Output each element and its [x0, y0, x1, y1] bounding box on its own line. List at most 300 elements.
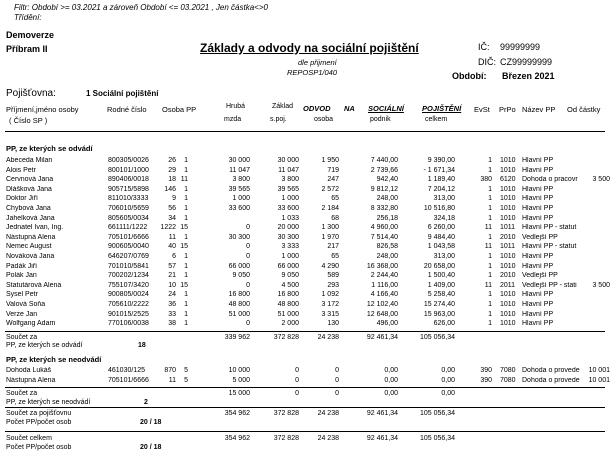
cell-odvod: 68	[331, 214, 339, 222]
cell-name: Doktor Jiří	[6, 195, 38, 203]
company-name: Demoverze	[6, 30, 55, 40]
cell-evst: 380	[480, 176, 492, 184]
sum-gross: 339 962	[224, 334, 250, 341]
cell-evst: 1	[488, 262, 492, 270]
cell-evst: 11	[484, 224, 492, 232]
cell-soc: 8 332,80	[370, 205, 398, 212]
cell-odvod: 65	[331, 195, 339, 203]
cell-rc: 700202/1234	[108, 272, 149, 280]
count-label: PP, ze kterých se odvádí	[6, 342, 83, 349]
period-value: Březen 2021	[502, 71, 555, 81]
cell-nazev: Dohoda o provede	[522, 367, 580, 374]
cell-name: Sysel Petr	[6, 291, 38, 299]
table-row	[0, 224, 610, 233]
sum-total: 0,00	[441, 390, 455, 397]
cell-base: 0	[295, 367, 299, 374]
cell-nazev: Hlavní PP	[522, 185, 554, 193]
cell-evst: 1	[488, 233, 492, 241]
cell-ospp-id: 40	[168, 243, 176, 251]
cell-ospp-type: 1	[184, 320, 188, 328]
cell-ospp-type: 1	[184, 214, 188, 222]
cell-evst: 1	[488, 320, 492, 328]
insurer-total-base: 372 828	[273, 410, 299, 417]
cell-prpo: 1010	[500, 291, 516, 299]
cell-prpo: 1011	[500, 243, 516, 251]
cell-ospp-id: 18	[168, 176, 176, 184]
cell-odvod: 65	[331, 253, 339, 260]
cell-prpo: 7080	[500, 367, 516, 374]
cell-base: 0	[295, 376, 299, 384]
table-row	[0, 205, 610, 214]
cell-nazev: Hlavní PP	[522, 262, 554, 270]
cell-soc: 496,00	[376, 320, 398, 328]
col-gross-2: mzda	[224, 116, 242, 123]
insurer-total-gross: 354 962	[224, 410, 250, 417]
table-row	[0, 367, 610, 376]
table-row	[0, 377, 610, 386]
col-rc: Rodné číslo	[107, 105, 147, 114]
cell-total: 15 963,00	[423, 310, 455, 318]
sum-label: Součet za	[6, 334, 38, 341]
cell-nazev: Hlavní PP	[522, 195, 554, 203]
cell-nazev: Hlavní PP	[522, 214, 554, 222]
cell-gross: 5 000	[232, 376, 250, 384]
cell-total: 9 390,00	[427, 157, 455, 164]
period-label: Období:	[452, 71, 487, 81]
cell-soc: 248,00	[376, 195, 398, 203]
cell-ospp-id: 56	[168, 205, 176, 212]
cell-ospp-id: 870	[164, 367, 176, 374]
col-evst: EvSt	[474, 105, 490, 114]
cell-base: 30 000	[277, 157, 299, 164]
cell-odvod: 130	[327, 320, 339, 328]
cell-odvod: 2 572	[321, 185, 339, 193]
col-na: NA	[344, 104, 355, 113]
cell-name: Nováková Jana	[6, 253, 55, 260]
table-row	[0, 311, 610, 320]
table-row	[0, 215, 610, 224]
cell-ospp-type: 5	[184, 367, 188, 374]
col-gross: Hrubá	[226, 103, 246, 110]
cell-ospp-id: 6	[172, 253, 176, 260]
cell-evst: 1	[488, 157, 492, 164]
cell-gross: 48 800	[228, 301, 250, 308]
cell-base: 2 000	[281, 320, 299, 328]
cell-evst: 1	[488, 205, 492, 212]
cell-rc: 805605/0034	[108, 214, 149, 222]
cell-evst: 1	[488, 253, 492, 260]
cell-nazev: Hlavní PP - statut	[522, 224, 577, 232]
ic-label: IČ:	[478, 42, 490, 52]
cell-base: 51 000	[277, 310, 299, 318]
cell-prpo: 1010	[500, 166, 516, 174]
cell-gross: 0	[246, 281, 250, 289]
cell-name: Dohoda Lukáš	[6, 367, 52, 374]
section-heading: PP, ze kterých se neodvádí	[6, 355, 102, 364]
cell-odvod: 3 172	[321, 301, 339, 308]
dic-label: DIČ:	[478, 57, 496, 67]
col-odvod: ODVOD	[303, 104, 331, 113]
insurer-total-label: Součet za pojišťovnu	[6, 410, 72, 417]
cell-nazev: Dohoda o provede	[522, 376, 580, 384]
cell-prpo: 2010	[500, 272, 516, 280]
cell-odvod: 0	[335, 376, 339, 384]
cell-ospp-type: 1	[184, 195, 188, 203]
grand-total-odvod: 24 238	[317, 435, 339, 442]
cell-name: Nástupná Alena	[6, 233, 56, 241]
cell-name: Chybová Jana	[6, 205, 51, 212]
table-row	[0, 176, 610, 185]
cell-gross: 39 565	[228, 185, 250, 193]
cell-base: 1 000	[281, 195, 299, 203]
cell-odvod: 589	[327, 272, 339, 280]
cell-rc: 661111/1222	[108, 224, 148, 232]
cell-evst: 1	[488, 185, 492, 193]
cell-prpo: 1010	[500, 262, 516, 270]
cell-gross: 51 000	[228, 310, 250, 318]
ic-value: 99999999	[500, 42, 541, 52]
cell-odvod: 719	[327, 166, 339, 174]
cell-name: Statutárová Alena	[6, 281, 62, 289]
cell-name: Verze Jan	[6, 310, 38, 318]
count-label: PP, ze kterých se neodvádí	[6, 399, 91, 406]
cell-nazev: Hlavní PP	[522, 291, 554, 299]
cell-soc: 4 960,00	[370, 224, 398, 232]
cell-base: 30 300	[277, 233, 299, 241]
cell-name: Wolfgang Adam	[6, 320, 56, 328]
section-rule	[5, 387, 605, 388]
cell-prpo: 1010	[500, 185, 516, 193]
insurer-label: Pojišťovna:	[6, 88, 56, 99]
sum-label: Součet za	[6, 390, 38, 397]
cell-name: Padák Jiří	[6, 262, 38, 270]
cell-soc: 2 739,66	[370, 166, 398, 174]
cell-ospp-type: 1	[184, 253, 188, 260]
cell-name: Polák Jan	[6, 272, 37, 280]
sum-base: 372 828	[273, 334, 299, 341]
cell-ospp-id: 11	[168, 376, 176, 384]
table-row	[0, 234, 610, 243]
cell-soc: 16 368,00	[366, 262, 398, 270]
col-base-2: s.poj.	[270, 116, 287, 123]
grand-total-base: 372 828	[273, 435, 299, 442]
cell-total: 20 658,00	[423, 262, 455, 270]
cell-ospp-id: 34	[168, 214, 176, 222]
cell-ospp-id: 38	[168, 320, 176, 328]
cell-odvod: 217	[327, 243, 339, 251]
col-nazev: Název PP	[522, 105, 556, 114]
cell-prpo: 6120	[500, 176, 516, 184]
cell-ospp-id: 11	[168, 233, 176, 241]
cell-rc: 705101/6666	[108, 233, 149, 241]
cell-odvod: 4 290	[321, 262, 339, 270]
grand-total-rule	[5, 431, 605, 432]
cell-ospp-type: 5	[184, 376, 188, 384]
cell-ospp-id: 10	[168, 281, 176, 289]
cell-ospp-type: 1	[184, 310, 188, 318]
cell-nazev: Hlavní PP	[522, 301, 554, 308]
col-ospp: Osoba PP	[162, 105, 197, 114]
cell-soc: 942,40	[376, 176, 398, 184]
cell-total: 15 274,40	[423, 301, 455, 308]
cell-od: 3 500	[592, 281, 610, 289]
grand-total-gross: 354 962	[224, 435, 250, 442]
insurer-value: 1 Sociální pojištění	[86, 89, 159, 98]
cell-base: 33 600	[277, 205, 299, 212]
cell-ospp-type: 15	[180, 281, 188, 289]
cell-prpo: 2010	[500, 233, 516, 241]
cell-ospp-type: 15	[180, 243, 188, 251]
count-value: 2	[144, 399, 148, 406]
sum-soc: 92 461,34	[366, 334, 398, 341]
cell-base: 1 033	[281, 214, 299, 222]
cell-soc: 2 244,40	[370, 272, 398, 280]
section-rule	[5, 331, 605, 332]
cell-gross: 0	[246, 224, 250, 232]
cell-odvod: 3 315	[321, 310, 339, 318]
cell-nazev: Hlavní PP	[522, 320, 554, 328]
table-row	[0, 167, 610, 176]
cell-name: Nástupná Alena	[6, 376, 56, 384]
sum-odvod: 24 238	[317, 334, 339, 341]
cell-gross: 1 000	[232, 195, 250, 203]
sum-gross: 15 000	[228, 390, 250, 397]
table-row	[0, 186, 610, 195]
cell-odvod: 247	[327, 176, 339, 184]
report-title: Základy a odvody na sociální pojištění	[200, 41, 419, 55]
insurer-count-value: 20 / 18	[140, 419, 162, 426]
insurer-total-soc: 92 461,34	[366, 410, 398, 417]
table-row	[0, 291, 610, 300]
cell-rc: 705610/2222	[108, 301, 149, 308]
sum-soc: 0,00	[384, 390, 398, 397]
cell-total: 1 409,00	[427, 281, 455, 289]
cell-total: - 1 671,34	[423, 166, 455, 174]
cell-evst: 1	[488, 272, 492, 280]
filter-line: Filtr: Období >= 03.2021 a zároveň Období <= 03.2021 , Jen částka<>0	[14, 3, 268, 12]
cell-soc: 4 166,40	[370, 291, 398, 299]
cell-ospp-type: 1	[184, 233, 188, 241]
cell-evst: 1	[488, 166, 492, 174]
cell-rc: 811010/3333	[108, 195, 149, 203]
col-number: ( Číslo SP )	[9, 116, 48, 125]
cell-soc: 826,58	[376, 243, 398, 251]
cell-soc: 0,00	[384, 367, 398, 374]
col-total: POJIŠTĚNÍ	[422, 104, 462, 113]
insurer-total-odvod: 24 238	[317, 410, 339, 417]
col-odvod-2: osoba	[314, 116, 334, 123]
company-city: Příbram II	[6, 44, 48, 54]
cell-odvod: 2 184	[321, 205, 339, 212]
cell-rc: 900605/0040	[108, 243, 149, 251]
cell-base: 20 000	[277, 224, 299, 232]
report-code: REPOSP1/040	[287, 68, 338, 77]
grand-total-soc: 92 461,34	[366, 435, 398, 442]
cell-evst: 11	[484, 281, 492, 289]
grand-total-label: Součet celkem	[6, 435, 52, 442]
cell-soc: 12 648,00	[366, 310, 398, 318]
cell-ospp-id: 26	[168, 157, 176, 164]
cell-ospp-type: 1	[184, 205, 188, 212]
cell-total: 7 204,12	[427, 185, 455, 193]
cell-ospp-type: 1	[184, 166, 188, 174]
cell-prpo: 1010	[500, 320, 516, 328]
cell-name: Abeceda Milan	[6, 157, 53, 164]
cell-od: 10 001	[588, 376, 610, 384]
cell-ospp-type: 15	[180, 224, 188, 232]
cell-prpo: 7080	[500, 376, 516, 384]
grand-total-total: 105 056,34	[419, 435, 455, 442]
cell-evst: 1	[488, 195, 492, 203]
cell-prpo: 1010	[500, 310, 516, 318]
cell-rc: 755107/3420	[108, 281, 149, 289]
cell-ospp-id: 1222	[160, 224, 176, 232]
cell-prpo: 1010	[500, 214, 516, 222]
cell-rc: 770106/0038	[108, 320, 149, 328]
cell-ospp-id: 21	[168, 272, 176, 280]
cell-ospp-id: 33	[168, 310, 176, 318]
cell-rc: 800101/1000	[108, 166, 149, 174]
sum-odvod: 0	[335, 390, 339, 397]
cell-nazev: Vedlejší PP	[522, 233, 558, 241]
cell-soc: 1 116,00	[371, 281, 398, 289]
cell-name: Dlášková Jana	[6, 185, 52, 193]
cell-odvod: 1 970	[321, 233, 339, 241]
cell-gross: 66 000	[228, 262, 250, 270]
cell-rc: 905715/5898	[108, 185, 149, 193]
count-value: 18	[138, 342, 146, 349]
cell-soc: 248,00	[376, 253, 398, 260]
cell-total: 1 500,40	[427, 272, 455, 280]
cell-prpo: 1010	[500, 195, 516, 203]
cell-evst: 1	[488, 291, 492, 299]
cell-prpo: 1010	[500, 253, 516, 260]
cell-base: 3 333	[281, 243, 299, 251]
table-row	[0, 320, 610, 329]
cell-base: 16 800	[277, 291, 299, 299]
cell-gross: 16 800	[228, 291, 250, 299]
cell-ospp-type: 1	[184, 272, 188, 280]
col-od: Od částky	[567, 105, 601, 114]
cell-gross: 30 000	[228, 157, 250, 164]
cell-gross: 9 050	[232, 272, 250, 280]
cell-rc: 701010/5841	[108, 262, 149, 270]
cell-prpo: 2011	[500, 281, 516, 289]
cell-od: 10 001	[588, 367, 610, 374]
cell-ospp-id: 57	[168, 262, 176, 270]
col-soc-2: podnik	[370, 116, 391, 123]
cell-evst: 1	[488, 214, 492, 222]
cell-gross: 0	[246, 320, 250, 328]
col-base: Základ	[272, 103, 294, 110]
cell-rc: 461030/125	[108, 367, 145, 374]
cell-ospp-type: 1	[184, 157, 188, 164]
cell-rc: 705101/6666	[108, 376, 149, 384]
cell-odvod: 0	[335, 367, 339, 374]
cell-total: 1 189,40	[427, 176, 455, 184]
insurer-total-rule	[5, 407, 605, 408]
table-row	[0, 272, 610, 281]
cell-prpo: 1011	[500, 224, 516, 232]
dic-value: CZ99999999	[500, 57, 553, 67]
cell-base: 1 000	[281, 253, 299, 260]
table-row	[0, 243, 610, 252]
cell-nazev: Vedlejší PP	[522, 272, 558, 280]
cell-total: 5 258,40	[427, 291, 455, 299]
cell-ospp-id: 36	[168, 301, 176, 308]
cell-base: 66 000	[277, 262, 299, 270]
cell-rc: 706010/5659	[108, 205, 149, 212]
cell-evst: 1	[488, 301, 492, 308]
cell-nazev: Hlavní PP	[522, 310, 554, 318]
cell-ospp-id: 146	[164, 185, 176, 193]
col-total-2: celkem	[425, 116, 448, 123]
cell-base: 39 565	[277, 185, 299, 193]
cell-soc: 9 812,12	[370, 185, 398, 193]
cell-total: 313,00	[433, 253, 455, 260]
cell-total: 1 043,58	[427, 243, 455, 251]
cell-ospp-id: 24	[168, 291, 176, 299]
cell-base: 9 050	[281, 272, 299, 280]
insurer-count-label: Počet PP/počet osob	[6, 419, 72, 426]
cell-ospp-type: 1	[184, 185, 188, 193]
cell-prpo: 1010	[500, 205, 516, 212]
grand-count-label: Počet PP/počet osob	[6, 444, 72, 451]
cell-prpo: 1010	[500, 301, 516, 308]
cell-evst: 390	[480, 367, 492, 374]
cell-gross: 30 300	[228, 233, 250, 241]
cell-gross: 0	[246, 253, 250, 260]
cell-base: 11 047	[278, 166, 299, 174]
cell-base: 48 800	[277, 301, 299, 308]
cell-gross: 3 800	[232, 176, 250, 184]
cell-name: Nemec August	[6, 243, 52, 251]
cell-name: Alois Petr	[6, 166, 36, 174]
table-row	[0, 282, 610, 291]
cell-total: 9 484,40	[427, 233, 455, 241]
col-prpo: PrPo	[499, 105, 516, 114]
cell-od: 3 500	[592, 176, 610, 184]
cell-rc: 646207/0769	[108, 253, 149, 260]
cell-total: 626,00	[433, 320, 455, 328]
cell-total: 313,00	[433, 195, 455, 203]
table-row	[0, 195, 610, 204]
insurer-total-total: 105 056,34	[419, 410, 455, 417]
cell-ospp-type: 1	[184, 291, 188, 299]
header-rule	[5, 131, 605, 132]
cell-odvod: 1 300	[321, 224, 339, 232]
cell-odvod: 293	[327, 281, 339, 289]
cell-name: Červnová Jana	[6, 176, 54, 184]
cell-base: 4 500	[281, 281, 299, 289]
cell-ospp-id: 29	[168, 166, 176, 174]
table-row	[0, 263, 610, 272]
cell-gross: 33 600	[228, 205, 250, 212]
cell-rc: 900805/0024	[108, 291, 149, 299]
cell-gross: 10 000	[228, 367, 250, 374]
report-subtitle: dle přijmení	[298, 58, 337, 67]
cell-soc: 256,18	[376, 214, 398, 222]
cell-rc: 800305/0026	[108, 157, 149, 164]
cell-nazev: Hlavní PP	[522, 166, 554, 174]
table-row	[0, 253, 610, 262]
cell-rc: 890406/0018	[108, 176, 149, 184]
cell-odvod: 1 092	[321, 291, 339, 299]
cell-nazev: Hlavní PP - statut	[522, 243, 577, 251]
sum-base: 0	[295, 390, 299, 397]
grand-count-value: 20 / 18	[140, 444, 162, 451]
cell-rc: 901015/2525	[108, 310, 149, 318]
